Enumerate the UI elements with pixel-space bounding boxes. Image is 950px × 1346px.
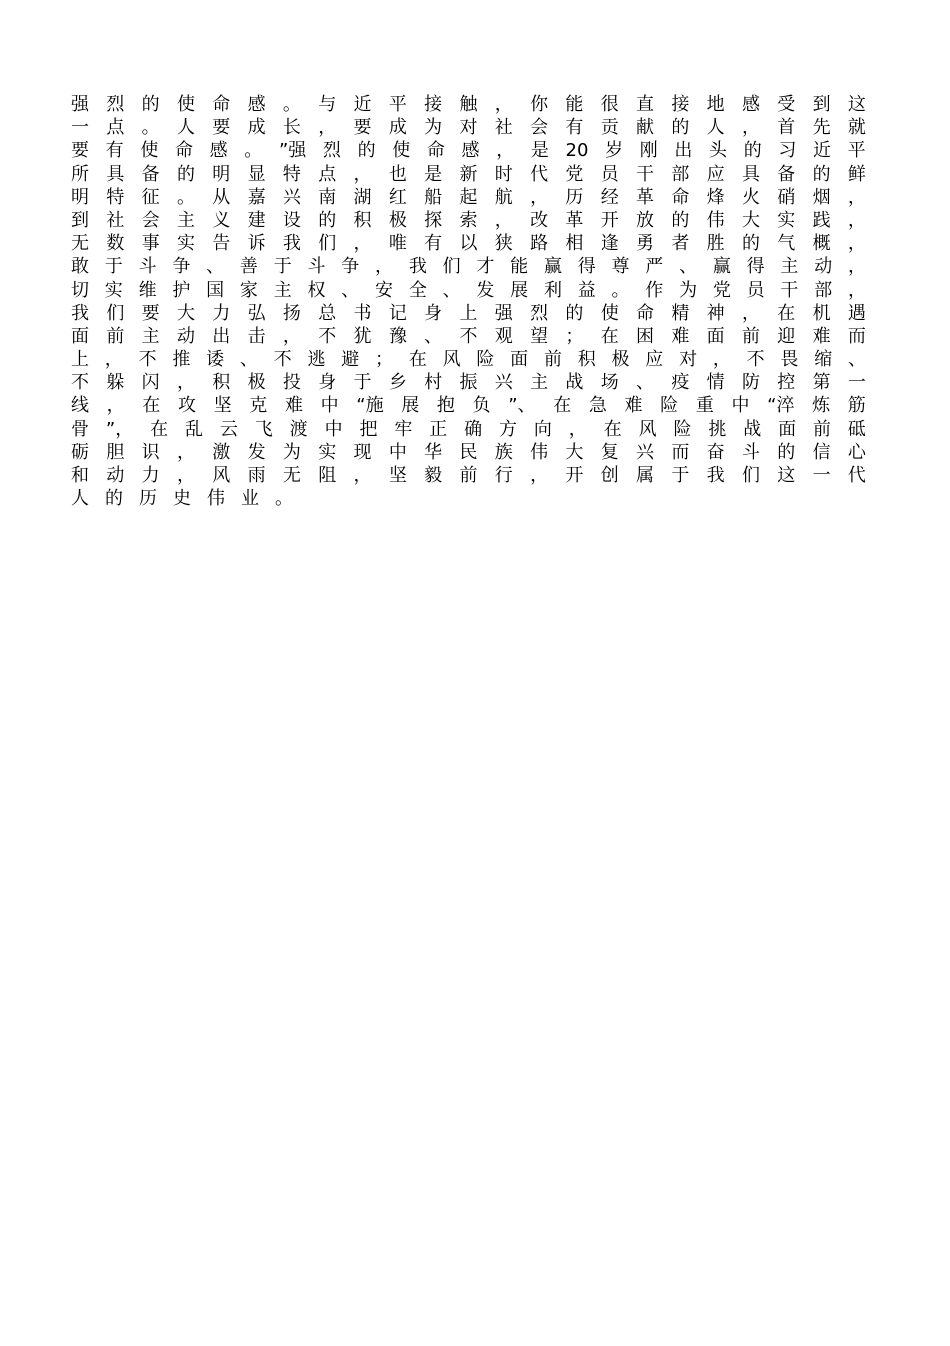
text-line: 敢 于 斗 争 、 善 于 斗 争 ， 我 们 才 能 赢 得 尊 严 、 赢 得 主 动 ，	[71, 256, 866, 278]
text-line: 切 实 维 护 国 家 主 权 、 安 全 、 发 展 利 益 。 作 为 党 员 干 部 ，	[71, 279, 866, 301]
text-line: 和 动 力 ， 风 雨 无 阻 ， 坚 毅 前 行 ， 开 创 属 于 我 们 这 一 代	[71, 465, 866, 486]
body-text	[71, 93, 866, 510]
text-line: 不 躲 闪 ， 积 极 投 身 于 乡 村 振 兴 主 战 场 、 疫 情 防 控 第 一	[71, 372, 866, 394]
text-line: 骨 ”， 在 乱 云 飞 渡 中 把 牢 正 确 方 向 ， 在 风 险 挑 战 面 前 砥	[71, 418, 866, 440]
text-line: 到 社 会 主 义 建 设 的 积 极 探 索 ， 改 革 开 放 的 伟 大 实 践 ，	[71, 209, 866, 231]
text-line: 明 特 征 。 从 嘉 兴 南 湖 红 船 起 航 ， 历 经 革 命 烽 火 硝 烟 ，	[71, 186, 866, 208]
text-line: 无 数 事 实 告 诉 我 们 ， 唯 有 以 狭 路 相 逢 勇 者 胜 的 气 概 ，	[71, 233, 866, 255]
text-line: 砺 胆 识 ， 激 发 为 实 现 中 华 民 族 伟 大 复 兴 而 奋 斗 的 信 心	[71, 441, 866, 463]
text-line: 要 有 使 命 感 。 ”强 烈 的 使 命 感 ， 是 20 岁 刚 出 头 的 习 近 平	[71, 140, 866, 162]
text-line: 人 的 历 史 伟 业 。	[71, 488, 293, 510]
text-line: 我 们 要 大 力 弘 扬 总 书 记 身 上 强 烈 的 使 命 精 神 ， 在 机 遇	[71, 302, 866, 324]
text-line: 面 前 主 动 出 击 ， 不 犹 豫 、 不 观 望 ； 在 困 难 面 前 迎 难 而	[71, 325, 866, 347]
text-line: 一 点 。 人 要 成 长 ， 要 成 为 对 社 会 有 贡 献 的 人 ， 首 先 就	[71, 117, 866, 139]
text-line: 强 烈 的 使 命 感 。 与 近 平 接 触 ， 你 能 很 直 接 地 感 受 到 这	[71, 94, 866, 115]
text-line: 线 ， 在 攻 坚 克 难 中 “施 展 抱 负 ”、 在 急 难 险 重 中 “淬 炼 筋	[71, 395, 866, 417]
text-line: 上 ， 不 推 诿 、 不 逃 避 ； 在 风 险 面 前 积 极 应 对 ， 不 畏 缩 、	[71, 349, 866, 371]
text-line: 所 具 备 的 明 显 特 点 ， 也 是 新 时 代 党 员 干 部 应 具 备 的 鲜	[71, 163, 866, 185]
